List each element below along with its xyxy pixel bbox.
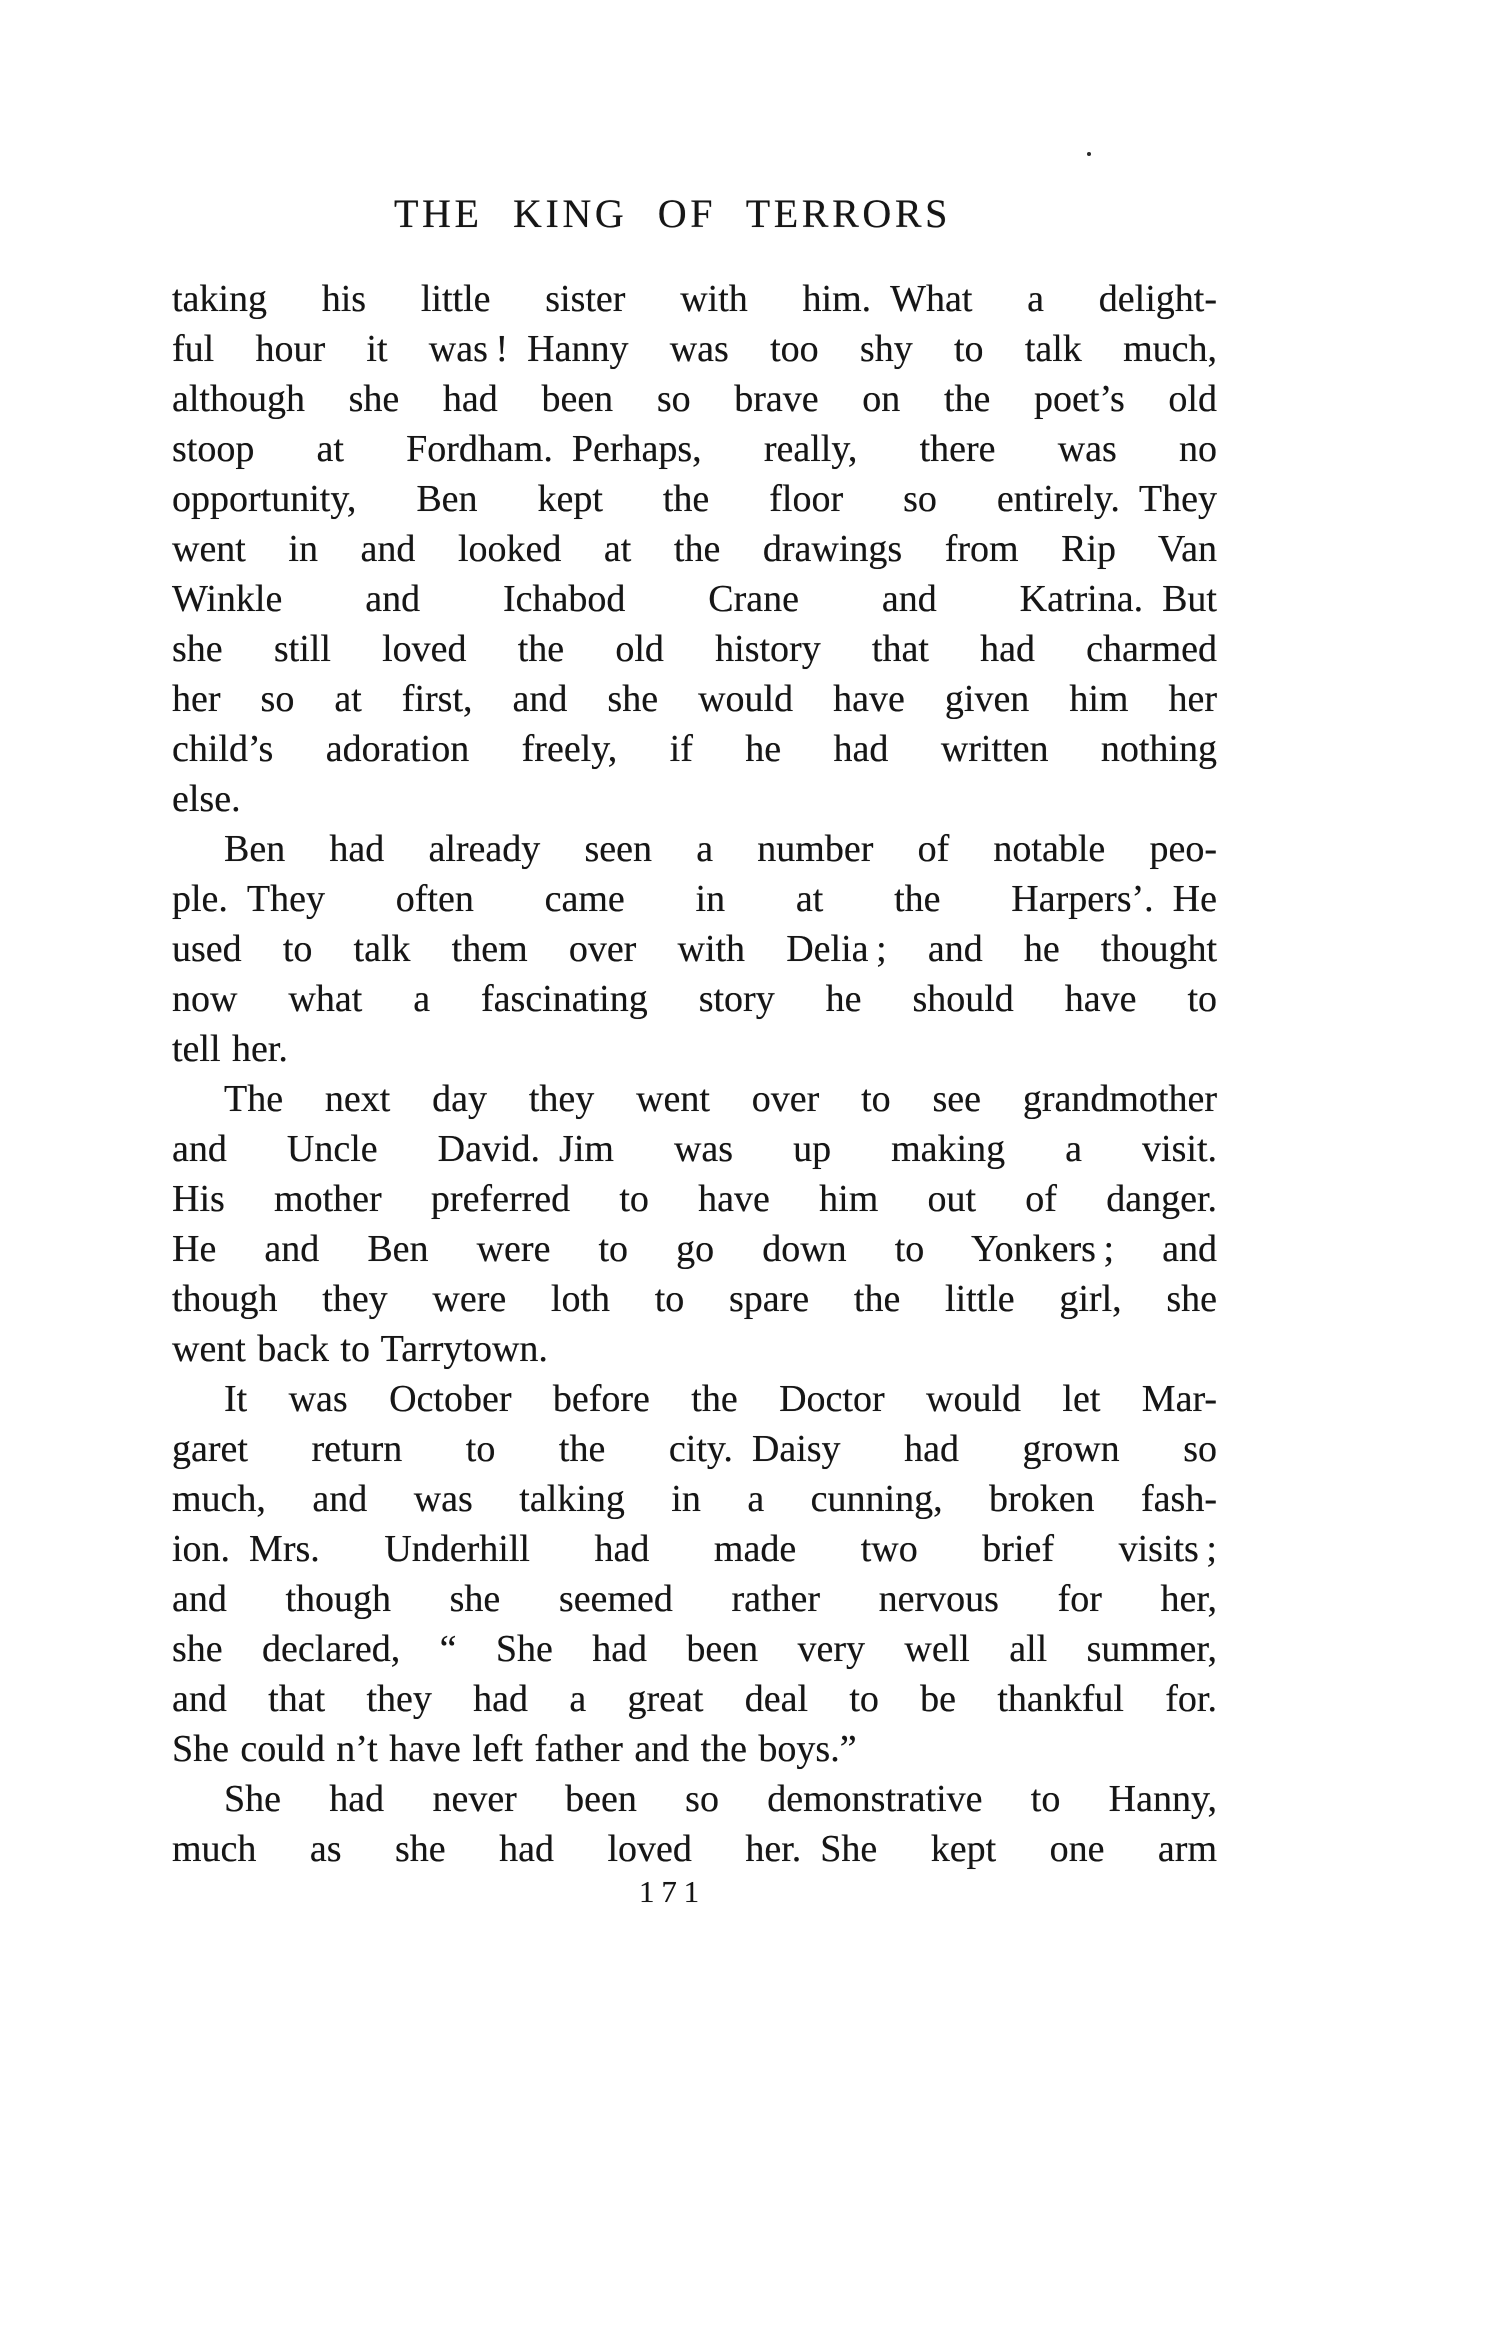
text-line: It was October before the Doctor would let Mar- bbox=[224, 1378, 1217, 1420]
text-line: opportunity, Ben kept the floor so entirely. They bbox=[172, 478, 1217, 520]
text-line: now what a fascinating story he should have to bbox=[172, 978, 1217, 1020]
text-line: else. bbox=[172, 778, 241, 820]
text-line: though they were loth to spare the little girl, she bbox=[172, 1278, 1217, 1320]
text-line: ful hour it was ! Hanny was too shy to talk much, bbox=[172, 328, 1217, 370]
text-line: tell her. bbox=[172, 1028, 288, 1070]
text-line: He and Ben were to go down to Yonkers ; and bbox=[172, 1228, 1217, 1270]
text-line: child’s adoration freely, if he had written nothing bbox=[172, 728, 1217, 770]
text-line: she still loved the old history that had charmed bbox=[172, 628, 1217, 670]
scan-speck bbox=[1087, 152, 1091, 156]
text-line: stoop at Fordham. Perhaps, really, there was no bbox=[172, 428, 1217, 470]
page-number: 171 bbox=[639, 1874, 706, 1909]
running-head: THE KING OF TERRORS bbox=[394, 191, 951, 236]
body-text bbox=[172, 274, 1217, 1874]
text-line: garet return to the city. Daisy had grown so bbox=[172, 1428, 1217, 1470]
text-line: much, and was talking in a cunning, broken fash- bbox=[172, 1478, 1217, 1520]
text-line: She had never been so demonstrative to Hanny, bbox=[224, 1778, 1217, 1820]
text-line: went back to Tarrytown. bbox=[172, 1328, 548, 1370]
text-line: used to talk them over with Delia ; and he thought bbox=[172, 928, 1217, 970]
text-line: She could n’t have left father and the boys.” bbox=[172, 1728, 857, 1770]
text-line: much as she had loved her. She kept one arm bbox=[172, 1828, 1217, 1870]
text-line: Winkle and Ichabod Crane and Katrina. But bbox=[172, 578, 1217, 620]
text-line: and Uncle David. Jim was up making a visit. bbox=[172, 1128, 1217, 1170]
text-line: went in and looked at the drawings from Rip Van bbox=[172, 528, 1217, 570]
text-line: although she had been so brave on the poet’s old bbox=[172, 378, 1217, 420]
text-line: and though she seemed rather nervous for her, bbox=[172, 1578, 1217, 1620]
text-line: ion. Mrs. Underhill had made two brief visits ; bbox=[172, 1528, 1217, 1570]
text-line: The next day they went over to see grandmother bbox=[224, 1078, 1217, 1120]
text-line: His mother preferred to have him out of danger. bbox=[172, 1178, 1217, 1220]
text-line: she declared, “ She had been very well all summer, bbox=[172, 1628, 1217, 1670]
text-line: and that they had a great deal to be thankful for. bbox=[172, 1678, 1217, 1720]
text-line: ple. They often came in at the Harpers’. He bbox=[172, 878, 1217, 920]
text-line: Ben had already seen a number of notable peo- bbox=[224, 828, 1217, 870]
text-line: taking his little sister with him. What a delight- bbox=[172, 278, 1217, 320]
text-line: her so at first, and she would have given him her bbox=[172, 678, 1217, 720]
